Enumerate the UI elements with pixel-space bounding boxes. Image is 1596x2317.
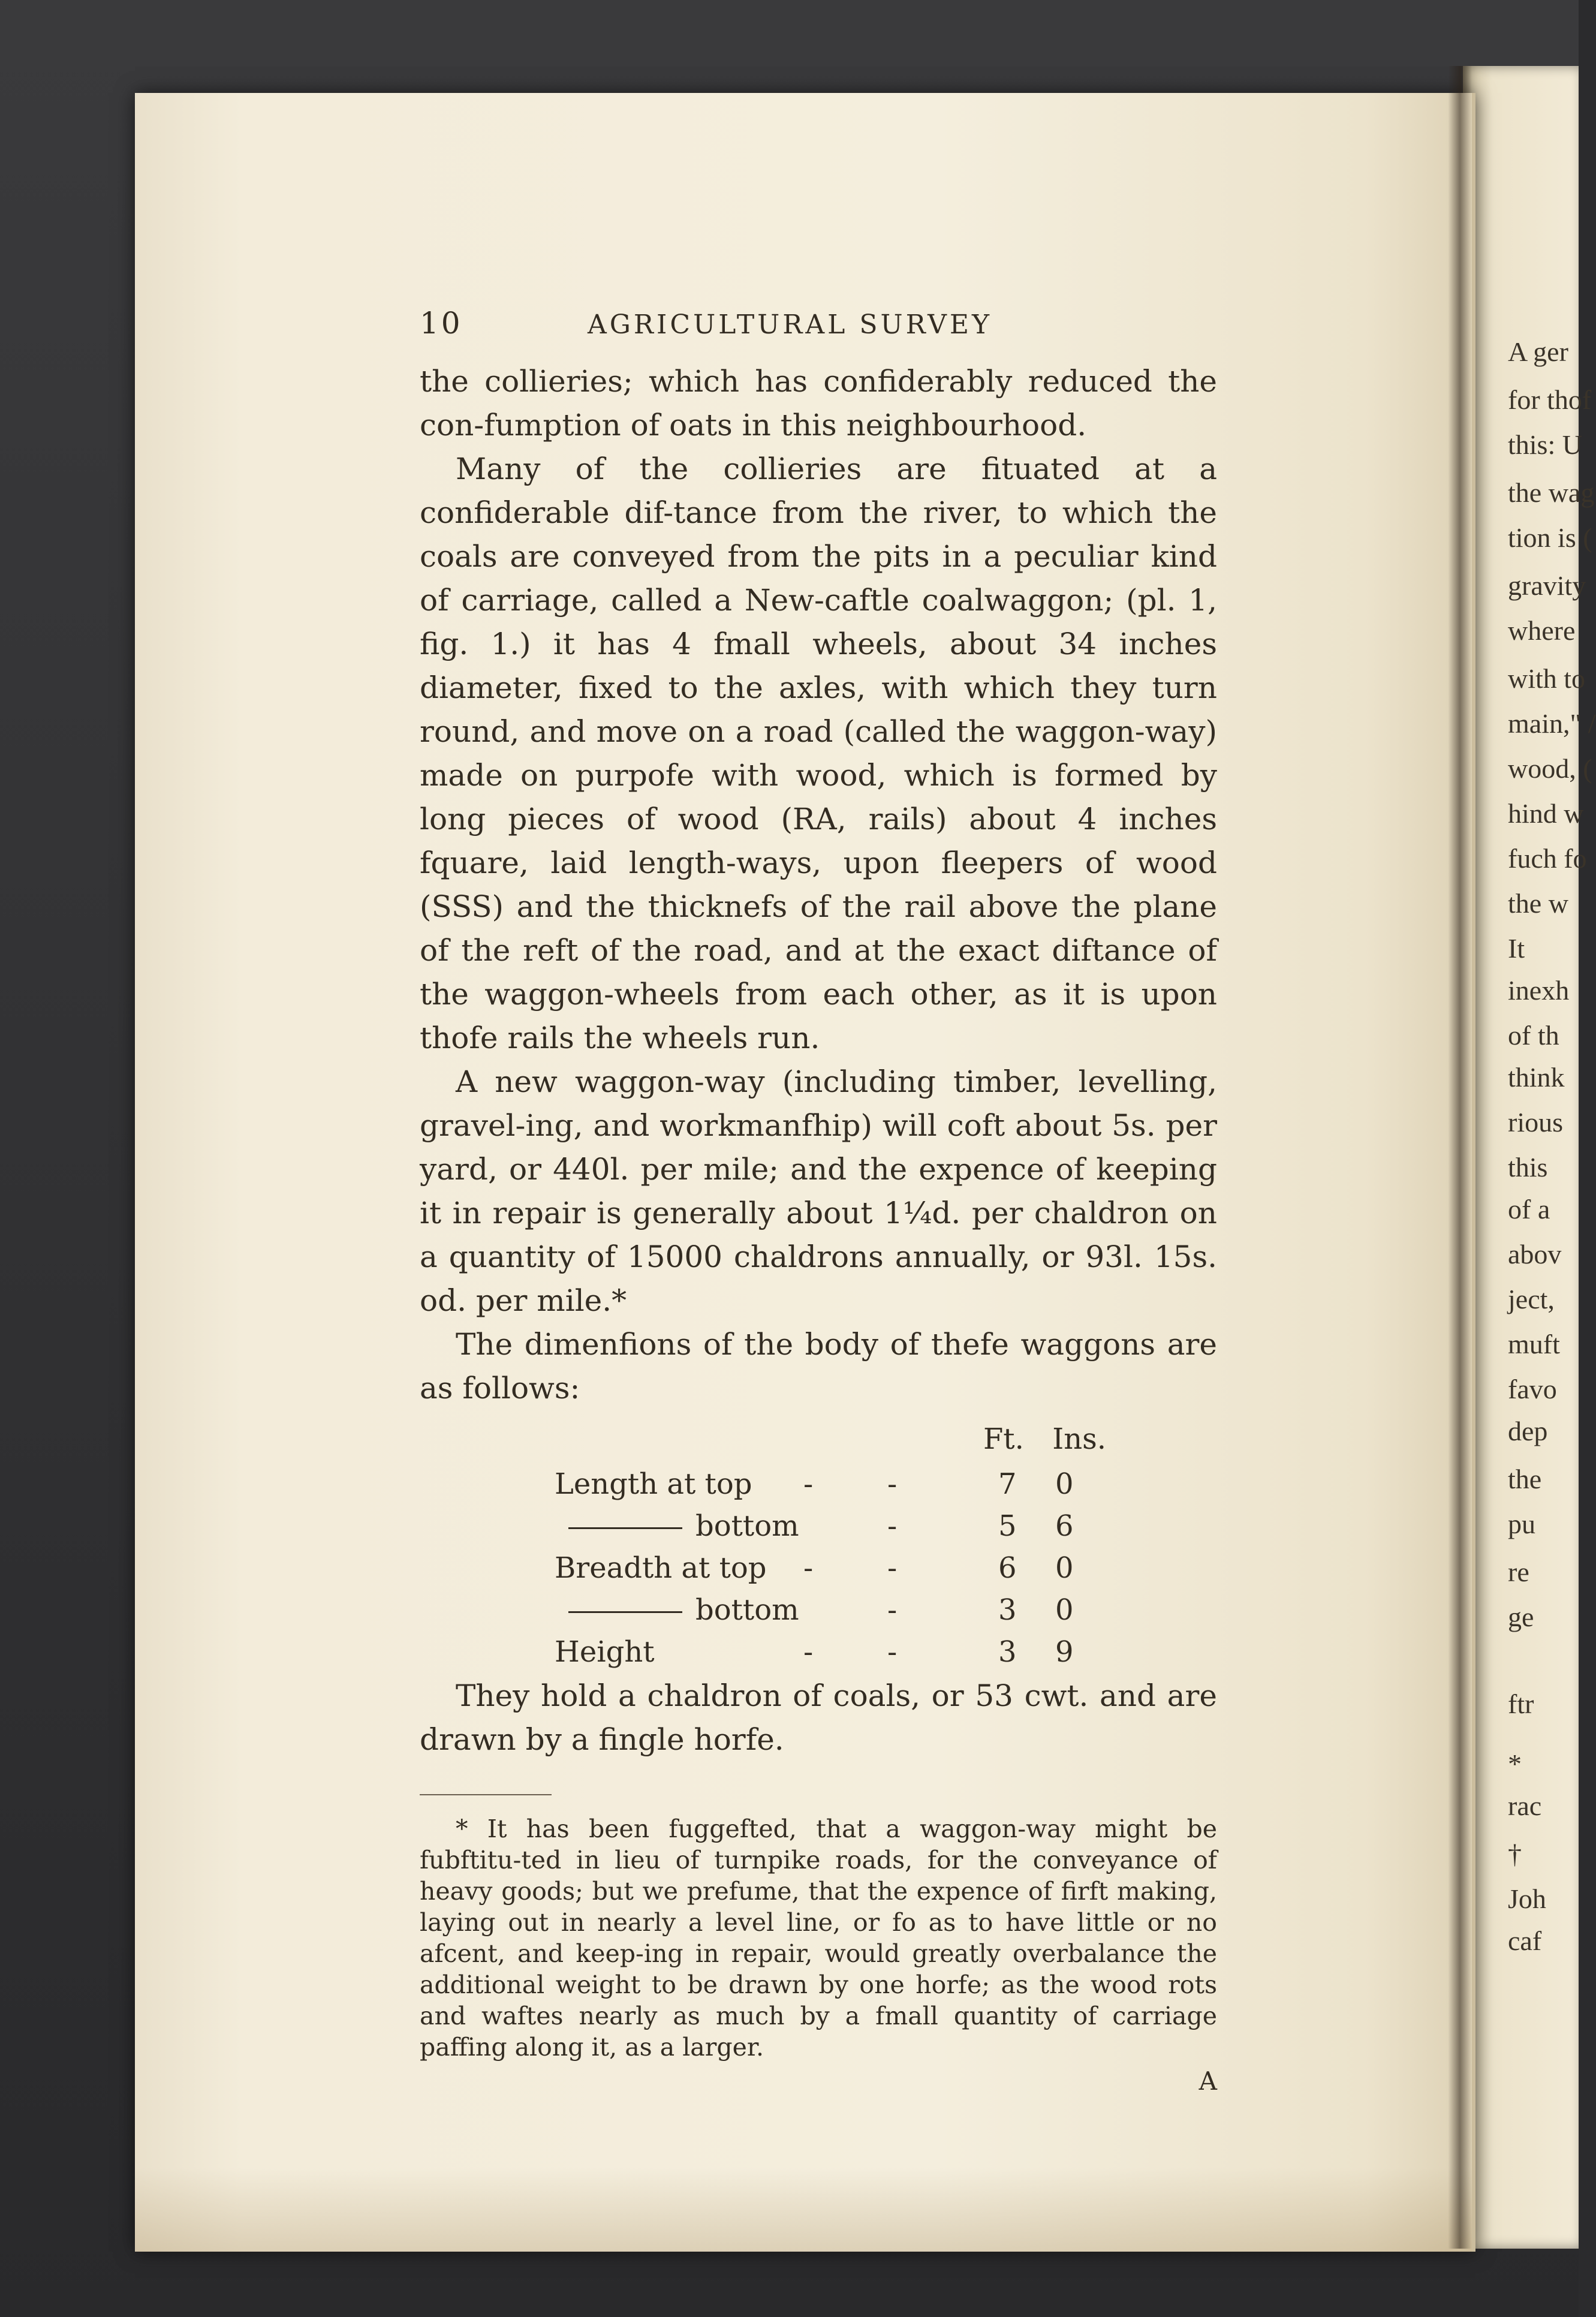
table-row [420,1635,1217,1677]
ft-value: 5 [998,1509,1017,1543]
dimensions-table [420,1422,1217,1758]
catchword: A [1198,2066,1217,2096]
leader: - [887,1635,898,1669]
leader: - [803,1467,814,1501]
col-ins: Ins. [1052,1422,1107,1456]
facing-page-fragment: tion is ( [1508,522,1592,553]
paragraph-2: Many of the collieries are fituated at a confiderable dif-tance from the river, to which the coals are conveyed from the pits in a peculiar kind of carriage, called a New-caftle coalwaggon; (pl. 1, fig. 1.) it has 4 fmall wheels, about 34 inches diameter, fixed to the axles, with which they turn round, and move on a road (called the waggon-way) made on purpofe with wood, which is formed by long pieces of wood (RA, rails) about 4 inches fquare, laid length-ways, upon fleepers of wood (SSS) and the thicknefs of the rail above the plane of the reft of the road, and at the exact diftance of the waggon-wheels from each other, as it is upon thofe rails the wheels run. [420,452,1217,1055]
ins-value: 0 [1055,1593,1074,1627]
facing-page-fragment: It [1508,933,1525,964]
paragraph-4: The dimenfions of the body of thefe waggons are as follows: [420,1327,1217,1406]
facing-page-fragment: caf [1508,1925,1542,1956]
row-label: Length at top [555,1467,752,1501]
table-row [420,1593,1217,1635]
facing-page-fragment: muft [1508,1329,1560,1359]
facing-page-fragment: this: U [1508,429,1582,460]
facing-page-fragment: main," / [1508,708,1596,739]
ft-value: 3 [998,1593,1017,1627]
facing-page-fragment: gravity [1508,570,1586,601]
leader: - [803,1551,814,1585]
ins-value: 9 [1055,1635,1074,1669]
facing-page-fragment: dep [1508,1416,1548,1446]
leader: - [803,1635,814,1669]
facing-page-fragment: pu [1508,1509,1535,1539]
facing-page-fragment: † [1508,1838,1522,1869]
leader: - [887,1467,898,1501]
ins-value: 0 [1055,1551,1074,1585]
row-label: bottom [695,1593,799,1627]
table-row [420,1551,1217,1593]
table-header [983,1422,1112,1456]
ins-value: 6 [1055,1509,1074,1543]
ft-value: 6 [998,1551,1017,1585]
row-label: bottom [695,1509,799,1543]
ditto-rule [568,1611,682,1613]
ft-value: 3 [998,1635,1017,1669]
facing-page-fragment: abov [1508,1239,1562,1269]
book-gutter [1448,66,1472,2249]
facing-page-fragment: the w [1508,888,1568,919]
facing-page-fragment: where [1508,615,1576,646]
facing-page-fragment: ftr [1508,1689,1534,1719]
table-row [420,1509,1217,1551]
facing-page-fragment: rious [1508,1107,1563,1138]
page-number: 10 [420,306,463,341]
facing-page-fragment: with to [1508,663,1586,694]
facing-page-fragment: * [1508,1749,1522,1779]
paragraph-5: They hold a chaldron of coals, or 53 cwt. and are drawn by a fingle horfe. [420,1678,1217,1757]
ditto-rule [568,1527,682,1529]
ins-value: 0 [1055,1467,1074,1501]
table-row [420,1467,1217,1509]
facing-page-fragment: hind w [1508,798,1584,829]
footnote: * It has been fuggefted, that a waggon-way might be fubftitu-ted in lieu of turnpike roads, for the conveyance of heavy goods; but we prefume, that the expence of firft making, laying out in nearly a level line, or fo as to have little or no afcent, and keep-ing in repair, would greatly overbalance the additional weight to be drawn by one horfe; as the wood rots and waftes nearly as much by a fmall quantity of carriage paffing along it, as a larger. [420,1815,1217,2062]
facing-page-fragment: A ger [1508,336,1568,367]
running-head: AGRICULTURAL SURVEY [588,309,993,340]
facing-page-fragment: rac [1508,1791,1542,1821]
facing-page-fragment: the wag [1508,477,1595,508]
facing-page-fragment: re [1508,1557,1529,1587]
facing-page-fragment: this [1508,1152,1548,1182]
leader: - [887,1593,898,1627]
facing-page-fragment: favo [1508,1374,1557,1404]
row-label: Breadth at top [555,1551,767,1585]
col-ft: Ft. [983,1422,1024,1456]
facing-page-fragment: of a [1508,1194,1550,1224]
facing-page-fragment: inexh [1508,975,1570,1006]
paragraph-3: A new waggon-way (including timber, levelling, gravel-ing, and workmanfhip) will coft about 5s. per yard, or 440l. per mile; and the expence of keeping it in repair is generally about 1¼d. per chaldron on a quantity of 15000 chaldrons annually, or 93l. 15s. od. per mile.* [420,1064,1217,1318]
page-header [420,306,1217,360]
leader: - [887,1509,898,1543]
page-text [420,306,1217,2096]
facing-page-fragment: fuch fo [1508,843,1587,874]
facing-page-fragment: of th [1508,1020,1559,1051]
facing-page-fragment: ge [1508,1602,1534,1632]
facing-page-fragment: the [1508,1464,1542,1494]
paragraph-1: the collieries; which has confiderably reduced the con-fumption of oats in this neighbourhood. [420,364,1217,443]
row-label: Height [555,1635,655,1669]
facing-page-fragment: think [1508,1062,1565,1093]
facing-page-fragment: Joh [1508,1883,1546,1914]
facing-page-fragment: ject, [1508,1284,1555,1314]
footnote-rule [420,1794,552,1795]
leader: - [887,1551,898,1585]
ft-value: 7 [998,1467,1017,1501]
facing-page-fragment: for thof [1508,384,1592,415]
facing-page-fragment: wood, ( [1508,753,1592,784]
